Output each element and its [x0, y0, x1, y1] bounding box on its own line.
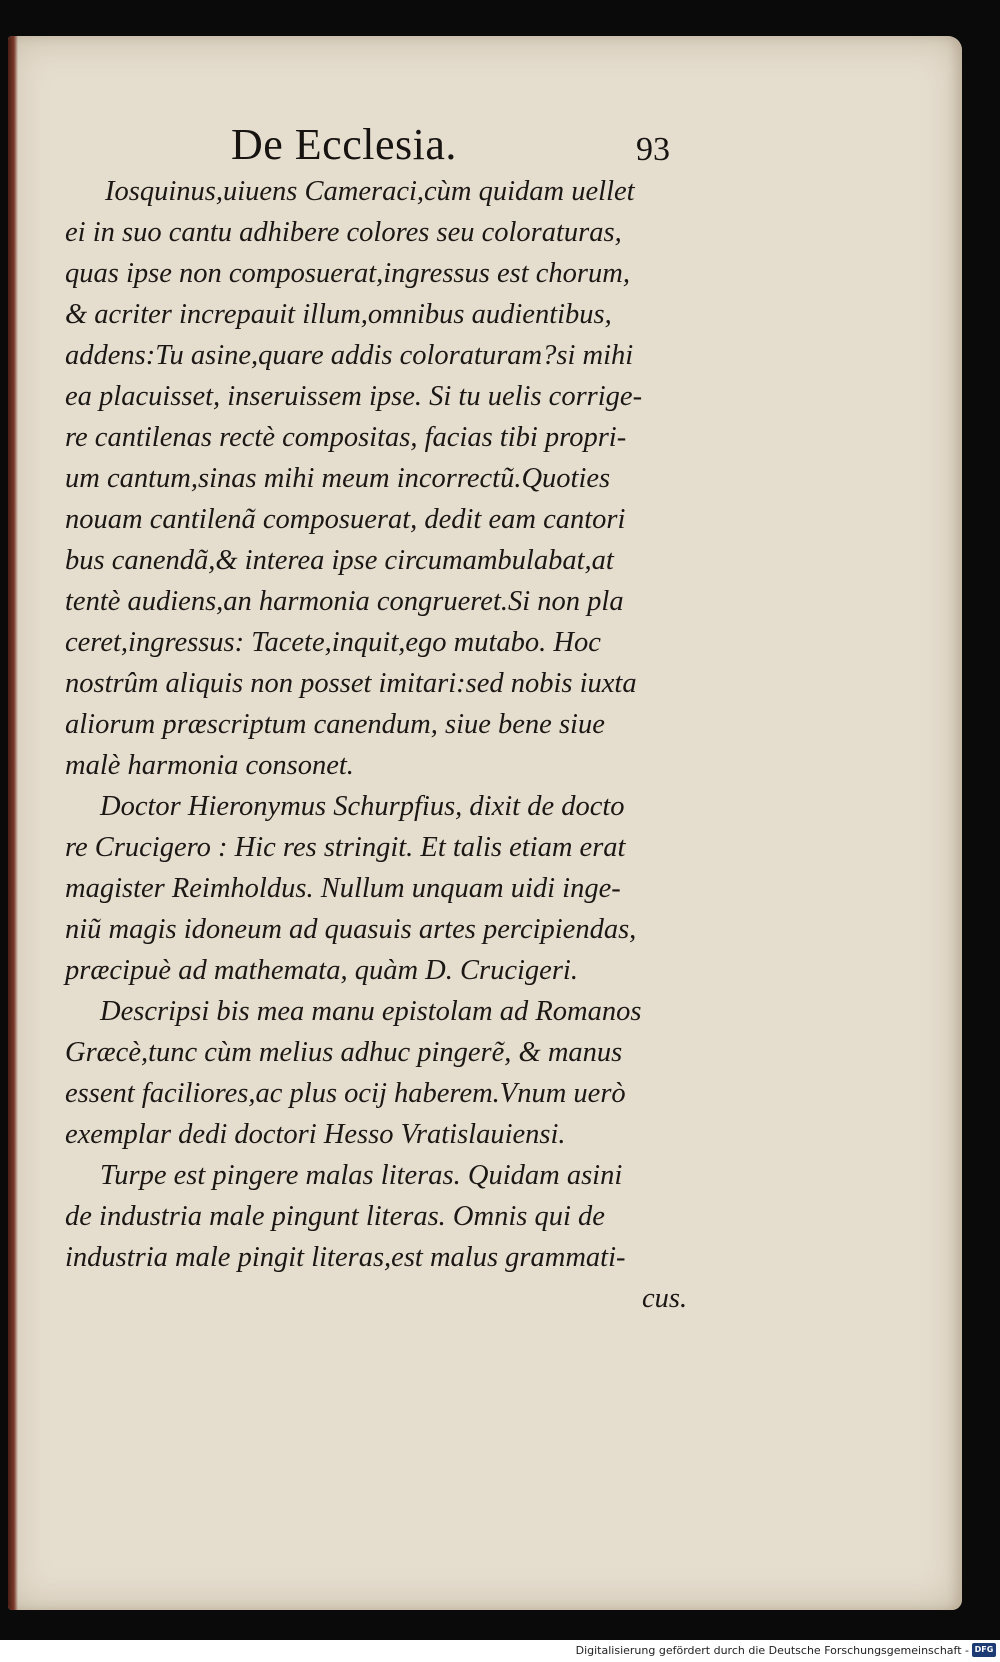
text-line: ceret,ingressus: Tacete,inquit,ego mutabo. Hoc — [65, 627, 601, 658]
text-line: industria male pingit literas,est malus grammati- — [65, 1242, 626, 1273]
text-line: exemplar dedi doctori Hesso Vratislauiensi. — [65, 1119, 566, 1150]
text-line: ea placuisset, inseruissem ipse. Si tu uelis corrige- — [65, 381, 643, 412]
text-line: quas ipse non composuerat,ingressus est chorum, — [65, 258, 630, 289]
text-line: essent faciliores,ac plus ocij haberem.Vnum uerò — [65, 1078, 626, 1109]
text-line: Græcè,tunc cùm melius adhuc pingerẽ, & manus — [65, 1037, 623, 1068]
text-line: niũ magis idoneum ad quasuis artes percipiendas, — [65, 914, 637, 945]
digitization-footer — [0, 1640, 1000, 1662]
running-head-title: De Ecclesia. — [231, 120, 457, 169]
text-line: ei in suo cantu adhibere colores seu coloraturas, — [65, 217, 622, 248]
page-number: 93 — [636, 131, 670, 168]
body-text — [65, 171, 705, 1319]
dfg-logo-icon: DFG — [972, 1643, 996, 1657]
text-line: & acriter increpauit illum,omnibus audientibus, — [65, 299, 612, 330]
text-line: nouam cantilenã composuerat, dedit eam cantori — [65, 504, 626, 535]
text-line: Turpe est pingere malas literas. Quidam asini — [100, 1160, 623, 1191]
text-line: Doctor Hieronymus Schurpfius, dixit de docto — [100, 791, 625, 822]
text-line: aliorum præscriptum canendum, siue bene siue — [65, 709, 605, 740]
text-line: bus canendã,& interea ipse circumambulabat,at — [65, 545, 614, 576]
text-line: addens:Tu asine,quare addis coloraturam?si mihi — [65, 340, 634, 371]
text-line: de industria male pingunt literas. Omnis qui de — [65, 1201, 605, 1232]
text-line: nostrûm aliquis non posset imitari:sed nobis iuxta — [65, 668, 637, 699]
text-line: malè harmonia consonet. — [65, 750, 354, 781]
text-line: re cantilenas rectè compositas, facias tibi propri- — [65, 422, 627, 453]
funding-credit: Digitalisierung gefördert durch die Deutsche Forschungsgemeinschaft - — [575, 1644, 969, 1657]
text-line: Descripsi bis mea manu epistolam ad Romanos — [100, 996, 642, 1027]
book-spine-edge — [8, 36, 18, 1610]
text-line: præcipuè ad mathemata, quàm D. Crucigeri. — [65, 955, 578, 986]
catchword: cus. — [642, 1283, 688, 1314]
text-line: re Crucigero : Hic res stringit. Et talis etiam erat — [65, 832, 626, 863]
text-line: um cantum,sinas mihi meum incorrectũ.Quoties — [65, 463, 611, 494]
text-line: Iosquinus,uiuens Cameraci,cùm quidam uellet — [105, 176, 635, 207]
text-line: magister Reimholdus. Nullum unquam uidi inge- — [65, 873, 621, 904]
text-line: tentè audiens,an harmonia congrueret.Si non pla — [65, 586, 624, 617]
book-page — [8, 36, 962, 1610]
